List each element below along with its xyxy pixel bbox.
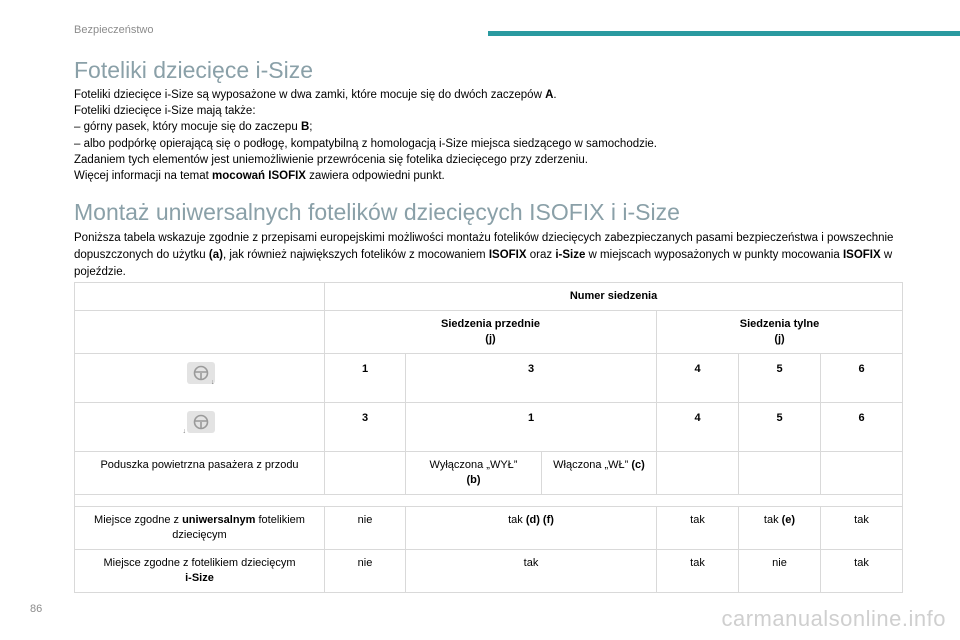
watermark: carmanualsonline.info xyxy=(721,606,946,631)
table-cell: nie xyxy=(325,550,406,593)
table-cell: tak xyxy=(657,507,739,550)
table-row xyxy=(75,354,903,403)
airbag-row-label: Poduszka powietrzna pasażera z przodu xyxy=(75,452,325,495)
table-cell: 5 xyxy=(739,354,821,403)
steering-wheel-icon xyxy=(183,362,217,386)
front-seats-header: Siedzenia przednie (j) xyxy=(325,311,657,354)
table-cell: 6 xyxy=(821,403,903,452)
right-hand-drive-cell xyxy=(75,403,325,452)
header-accent-bar xyxy=(488,31,960,36)
table-cell: 5 xyxy=(739,403,821,452)
section-title-isize: Foteliki dziecięce i-Size xyxy=(74,57,314,83)
table-cell xyxy=(325,452,406,495)
table-corner-cell xyxy=(75,311,325,354)
table-cell: tak xyxy=(821,550,903,593)
table-cell: tak xyxy=(406,550,657,593)
table-cell xyxy=(821,452,903,495)
table-cell xyxy=(75,495,903,507)
steering-wheel-icon xyxy=(183,411,217,435)
table-row xyxy=(75,550,903,593)
table-row xyxy=(75,452,903,495)
table-cell: 4 xyxy=(657,403,739,452)
table-subheader-row xyxy=(75,311,903,354)
isize-description: Foteliki dziecięce i-Size są wyposażone w dwa zamki, które mocuje się do dwóch zaczepów A. Foteliki dziecięce i-Size mają także: – górny pasek, który mocuje się do zaczepu B; – albo podpórkę opierającą się o podłogę, kompatybilną z homologacją i-Size miejsca siedzącego w samochodzie. Zadaniem tych elementów jest uniemożliwienie przewrócenia się fotelika dziecięcego przy zderzeniu. Więcej informacji na temat mocowań ISOFIX zawiera odpowiedni punkt. xyxy=(74,89,658,183)
table-cell: tak xyxy=(657,550,739,593)
isofix-description: Poniższa tabela wskazuje zgodnie z przepisami europejskimi możliwości montażu fotelików dziecięcych zabezpieczanych pasami bezpieczeństwa i powszechnie dopuszczonych do użytku (a), jak również największych fotelików z mocowaniem ISOFIX oraz i-Size w miejscach wyposażonych w punkty mocowania ISOFIX w pojeździe. xyxy=(74,232,894,278)
table-header-row xyxy=(75,283,903,311)
section-label: Bezpieczeństwo xyxy=(74,24,154,36)
table-cell xyxy=(739,452,821,495)
airbag-off-cell: Wyłączona „WYŁ” (b) xyxy=(406,452,542,495)
table-cell: tak (e) xyxy=(739,507,821,550)
table-cell: 6 xyxy=(821,354,903,403)
table-corner-cell xyxy=(75,283,325,311)
table-separator-row xyxy=(75,495,903,507)
universal-seat-row-label: Miejsce zgodne z uniwersalnym fotelikiem dziecięcym xyxy=(75,507,325,550)
table-cell: nie xyxy=(739,550,821,593)
table-cell: 1 xyxy=(325,354,406,403)
table-cell xyxy=(657,452,739,495)
table-cell: tak (d) (f) xyxy=(406,507,657,550)
table-row xyxy=(75,403,903,452)
seat-compatibility-table xyxy=(74,282,903,593)
section-title-isofix: Montaż uniwersalnych fotelików dziecięcych ISOFIX i i-Size xyxy=(74,199,680,225)
table-cell: 3 xyxy=(406,354,657,403)
table-cell: tak xyxy=(821,507,903,550)
rear-seats-header: Siedzenia tylne (j) xyxy=(657,311,903,354)
arrow-icon: ↓ xyxy=(211,379,215,386)
table-row xyxy=(75,507,903,550)
table-cell: 4 xyxy=(657,354,739,403)
isize-seat-row-label: Miejsce zgodne z fotelikiem dziecięcym i-Size xyxy=(75,550,325,593)
arrow-icon: ↓ xyxy=(182,428,186,435)
table-cell: 1 xyxy=(406,403,657,452)
page-number: 86 xyxy=(30,603,43,615)
left-hand-drive-cell xyxy=(75,354,325,403)
table-cell: nie xyxy=(325,507,406,550)
seat-number-header: Numer siedzenia xyxy=(325,283,903,311)
table-cell: 3 xyxy=(325,403,406,452)
airbag-on-cell: Włączona „WŁ” (c) xyxy=(542,452,657,495)
